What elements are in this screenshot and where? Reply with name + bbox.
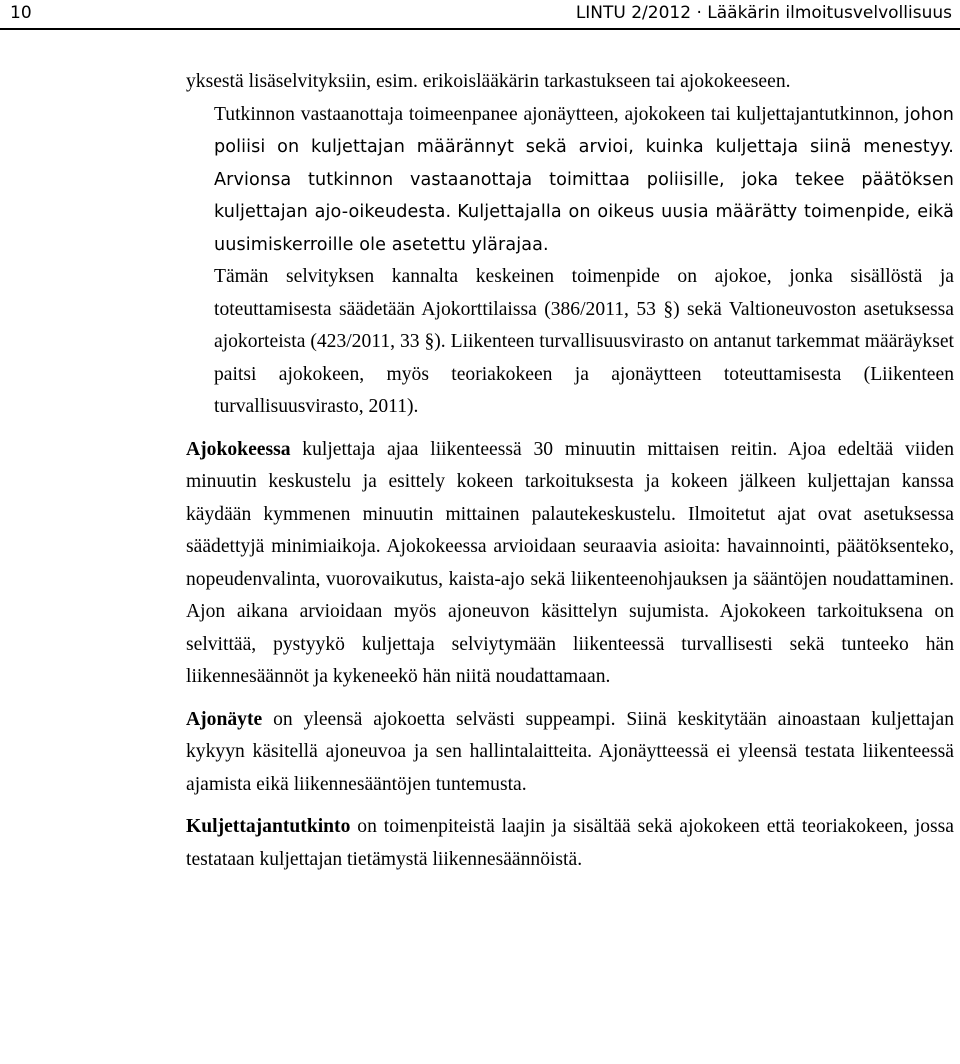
term-ajonayte: Ajonäyte <box>186 708 263 730</box>
article-body <box>186 66 954 876</box>
text-sans-b: Arvionsa tutkinnon vastaanottaja toimittaa poliisille, joka tekee päätöksen kuljettajan ajo-oikeudesta. <box>214 169 954 222</box>
paragraph-kuljettajantutkinto: Kuljettajantutkinto on toimenpiteistä laajin ja sisältää sekä ajokokeen että teoriakokeen, jossa testataan kuljettajan tietämystä liikennesäännöistä. <box>186 816 955 870</box>
paragraph-continued: yksestä lisäselvityksiin, esim. erikoislääkärin tarkastukseen tai ajokokeeseen. <box>186 71 791 92</box>
page-header <box>0 0 960 30</box>
term-ajokokeessa: Ajokokeessa <box>186 438 291 460</box>
paragraph-ajokoe: Tämän selvityksen kannalta keskeinen toimenpide on ajokoe, jonka sisällöstä ja toteuttamisesta säädetään Ajokorttilaissa (386/2011, 53 §) sekä Valtioneuvoston asetuksessa ajokorteista (423/2011, 33 §). Liikenteen turvallisuusvirasto on antanut tarkemmat määräykset paitsi ajokokeen, myös teoriakokeen ja ajonäytteen toteuttamisesta (Liikenteen turvallisuusvirasto, 2011). <box>214 266 954 417</box>
text-sans-c: Kuljettajalla on oikeus uusia määrätty toimenpide, eikä uusimiskerroille ole asetettu ylärajaa. <box>214 202 954 255</box>
text-sans: johon poliisi on kuljettajan määrännyt sekä arvioi, kuinka kuljettaja siinä menestyy. <box>214 104 954 157</box>
paragraph-tutkinnon <box>186 99 954 262</box>
paragraph-ajokokeessa: Ajokokeessa kuljettaja ajaa liikenteessä 30 minuutin mittaisen reitin. Ajoa edeltää viiden minuutin keskustelu ja esittely kokeen tarkoituksesta ja kokeen jälkeen kuljettajan kanssa käydään kymmenen minuutin mittainen palautekeskustelu. Ilmoitetut ajat ovat asetuksessa säädettyjä minimiaikoja. Ajokokeessa arvioidaan seuraavia asioita: havainnointi, päätöksenteko, nopeudenvalinta, vuorovaikutus, kaista-ajo sekä liikenteenohjauksen ja sääntöjen noudattaminen. Ajon aikana arvioidaan myös ajoneuvon käsittelyn sujumista. Ajokokeen tarkoituksena on selvittää, pystyykö kuljettaja selviytymään liikenteessä turvallisesti sekä tunteeko hän liikennesäännöt ja kykeneekö hän niitä noudattamaan. <box>186 438 954 687</box>
running-title: LINTU 2/2012 · Lääkärin ilmoitusvelvollisuus <box>575 3 952 23</box>
paragraph-ajonayte: Ajonäyte on yleensä ajokoetta selvästi suppeampi. Siinä keskitytään ainoastaan kuljettajan kykyyn käsitellä ajoneuvoa ja sen hallintalaitteita. Ajonäytteessä ei yleensä testata liikenteessä ajamista eikä liikennesääntöjen tuntemusta. <box>186 708 955 795</box>
text-serif: Tutkinnon vastaanottaja toimeenpanee ajonäytteen, ajokokeen tai kuljettajantutkinnon, <box>214 103 899 125</box>
term-kuljettajantutkinto: Kuljettajantutkinto <box>186 816 351 837</box>
page-number: 10 <box>10 3 32 23</box>
